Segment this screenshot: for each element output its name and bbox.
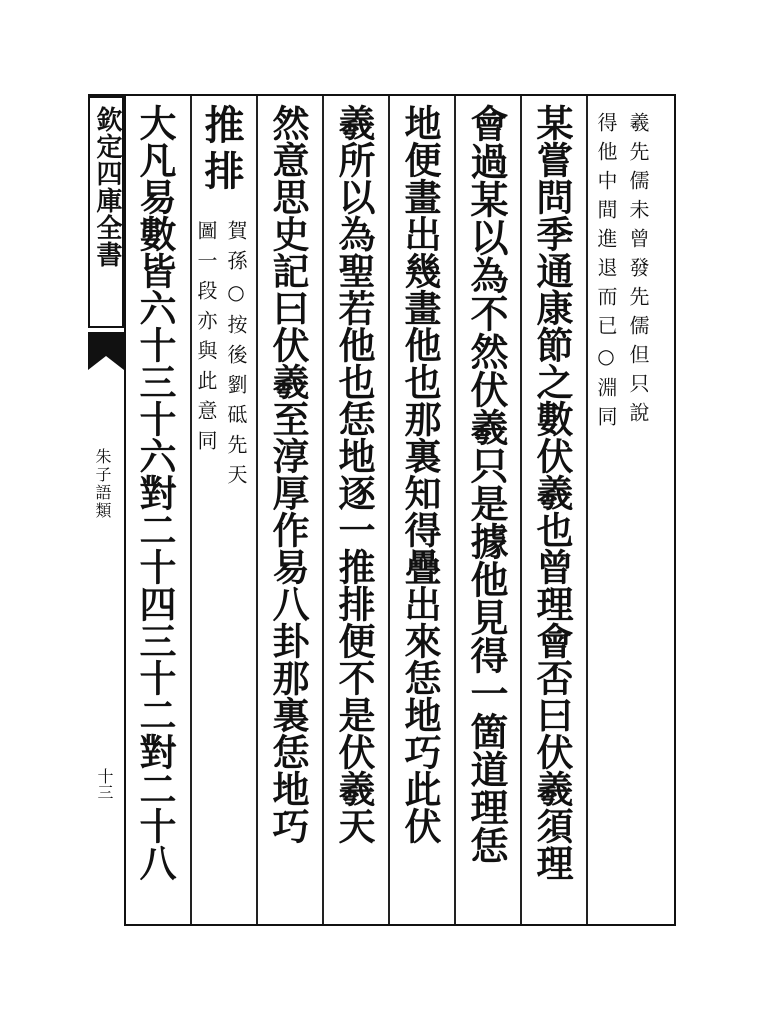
fish-tail-mark [88,330,124,374]
margin-page-number: 十三 [95,768,114,800]
text-column: 羲所以為聖若他也恁地逐一推排便不是伏羲天 [332,104,376,844]
column-divider [520,96,522,924]
margin-book-title: 朱子語類 [93,448,112,520]
margin-title-box [88,96,124,328]
text-column: 會過某以為不然伏羲只是據他見得一箇道理恁 [464,104,509,864]
frame-top-line [88,94,676,96]
column-divider [322,96,324,924]
text-column: 某嘗問季通康節之數伏羲也曾理會否曰伏羲須理 [530,104,574,881]
frame-bottom-line [124,924,676,926]
frame-right-line [674,94,676,926]
frame-left-line [124,94,126,926]
annotation-column: 羲先儒未曾發先儒但只說 [626,112,650,431]
text-column: 大凡易數皆六十三十六對二十四三十二對二十八 [133,104,177,881]
margin-title: 欽定四庫全書 [92,106,122,268]
text-column: 地便畫出幾畫他也那裏知得疊出來恁地巧此伏 [398,104,442,844]
annotation-column: 圖一段亦與此意同 [194,220,218,460]
column-divider [256,96,258,924]
annotation-column: 賀孫○按後劉砥先天 [224,220,248,494]
text-column: 推排 [198,104,245,196]
annotation-column: 得他中間進退而已○淵同 [594,112,618,435]
column-divider [190,96,192,924]
text-column: 然意思史記曰伏羲至淳厚作易八卦那裏恁地巧 [266,104,310,844]
column-divider [454,96,456,924]
column-divider [388,96,390,924]
column-divider [586,96,588,924]
